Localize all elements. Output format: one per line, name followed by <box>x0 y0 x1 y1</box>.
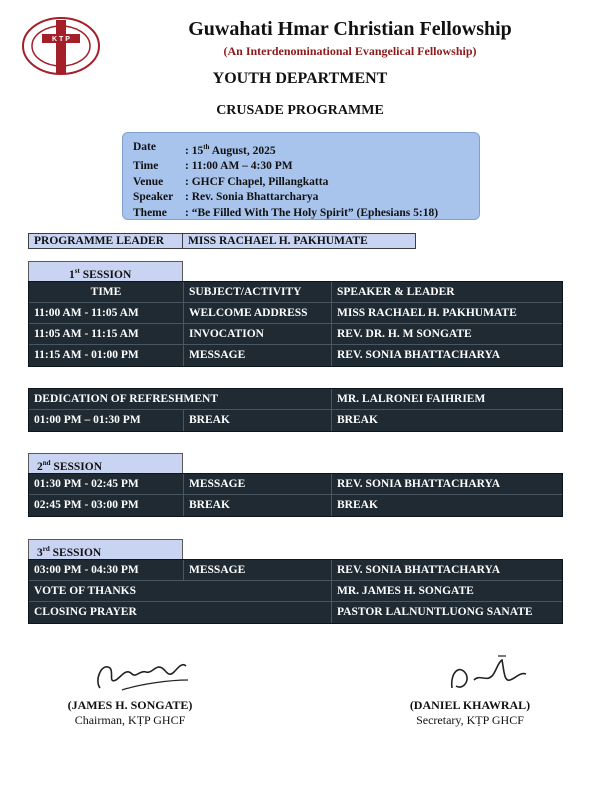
header-time: TIME <box>29 282 184 302</box>
table-row <box>29 389 562 410</box>
table-row <box>29 602 562 623</box>
table-row <box>29 410 562 431</box>
refreshment-table <box>28 388 563 432</box>
cell-subject: MESSAGE <box>184 345 332 366</box>
handwritten-signature <box>30 650 230 696</box>
session-1-table <box>28 281 563 367</box>
programme-leader-name: MISS RACHAEL H. PAKHUMATE <box>183 233 416 249</box>
cell-activity: VOTE OF THANKS <box>29 581 332 601</box>
table-row <box>29 474 562 495</box>
table-row <box>29 581 562 602</box>
signatory-name: (JAMES H. SONGATE) <box>67 698 193 712</box>
org-subtitle: (An Interdenominational Evangelical Fellowship) <box>223 44 477 58</box>
info-value: : 15th August, 2025 <box>185 143 276 157</box>
cell-subject: MESSAGE <box>184 560 332 580</box>
session-2-table <box>28 473 563 517</box>
cell-dedication: DEDICATION OF REFRESHMENT <box>29 389 332 409</box>
info-label: Theme <box>133 206 167 219</box>
cell-subject: INVOCATION <box>184 324 332 344</box>
header-subject: SUBJECT/ACTIVITY <box>184 282 332 302</box>
cell-time: 02:45 PM - 03:00 PM <box>29 495 184 516</box>
info-row-time <box>133 159 469 175</box>
info-row-venue <box>133 175 469 191</box>
cell-time: 11:15 AM - 01:00 PM <box>29 345 184 366</box>
cell-speaker: REV. SONIA BHATTACHARYA <box>337 349 501 361</box>
info-value: : Rev. Sonia Bhattarcharya <box>185 191 319 204</box>
cell-speaker: REV. DR. H. M SONGATE <box>337 328 472 340</box>
table-row <box>29 560 562 581</box>
header-speaker: SPEAKER & LEADER <box>337 286 455 298</box>
info-label: Speaker <box>133 191 174 204</box>
cell-subject: MESSAGE <box>184 474 332 494</box>
table-row <box>29 303 562 324</box>
cell-speaker: BREAK <box>337 499 378 511</box>
cell-time: 03:00 PM - 04:30 PM <box>29 560 184 580</box>
cell-speaker: REV. SONIA BHATTACHARYA <box>337 564 501 576</box>
signatory-role: Chairman, KṬP GHCF <box>74 713 186 727</box>
table-row <box>29 324 562 345</box>
cell-activity: CLOSING PRAYER <box>29 602 332 623</box>
cell-time: 11:05 AM - 11:15 AM <box>29 324 184 344</box>
table-row <box>29 345 562 366</box>
info-value: : GHCF Chapel, Pillangkatta <box>185 175 329 188</box>
signature-left <box>30 650 230 728</box>
table-header-row <box>29 282 562 303</box>
table-row <box>29 495 562 516</box>
department-heading: YOUTH DEPARTMENT <box>212 70 388 87</box>
cell-speaker: MISS RACHAEL H. PAKHUMATE <box>337 307 517 319</box>
session-3-table <box>28 559 563 624</box>
info-value: : “Be Filled With The Holy Spirit” (Ephesians 5:18) <box>185 206 439 219</box>
info-label: Venue <box>133 175 164 188</box>
signatory-name: (DANIEL KHAWRAL) <box>409 698 531 712</box>
info-row-speaker <box>133 190 469 206</box>
cell-speaker: PASTOR LALNUNTLUONG SANATE <box>337 606 533 618</box>
cell-subject: WELCOME ADDRESS <box>184 303 332 323</box>
info-label: Time <box>133 160 159 173</box>
cell-subject: BREAK <box>184 410 332 431</box>
session-2-tab: 2nd SESSION <box>28 453 183 473</box>
ktp-emblem-logo <box>20 14 102 78</box>
info-value: : 11:00 AM – 4:30 PM <box>185 160 293 173</box>
svg-text:K T P: K T P <box>52 36 70 43</box>
info-label: Date <box>133 141 156 153</box>
cell-speaker: MR. JAMES H. SONGATE <box>337 585 474 597</box>
info-row-date <box>133 140 469 159</box>
session-1-tab: 1st SESSION <box>28 261 183 281</box>
cell-time: 01:00 PM – 01:30 PM <box>29 410 184 431</box>
programme-leader-row <box>28 233 416 249</box>
org-name: Guwahati Hmar Christian Fellowship <box>188 18 512 40</box>
cell-speaker: MR. LALRONEI FAIHRIEM <box>337 393 486 405</box>
handwritten-signature <box>370 650 570 696</box>
programme-leader-label: PROGRAMME LEADER <box>28 233 183 249</box>
cell-time: 01:30 PM - 02:45 PM <box>29 474 184 494</box>
cell-speaker: REV. SONIA BHATTACHARYA <box>337 478 501 490</box>
signatory-role: Secretary, KṬP GHCF <box>416 713 524 727</box>
session-3-tab: 3rd SESSION <box>28 539 183 559</box>
event-info-box <box>122 132 480 220</box>
cell-time: 11:00 AM - 11:05 AM <box>29 303 184 323</box>
signature-right <box>370 650 570 728</box>
info-row-theme <box>133 206 469 222</box>
cell-subject: BREAK <box>184 495 332 516</box>
programme-title: CRUSADE PROGRAMME <box>216 103 384 118</box>
cell-speaker: BREAK <box>337 414 378 426</box>
